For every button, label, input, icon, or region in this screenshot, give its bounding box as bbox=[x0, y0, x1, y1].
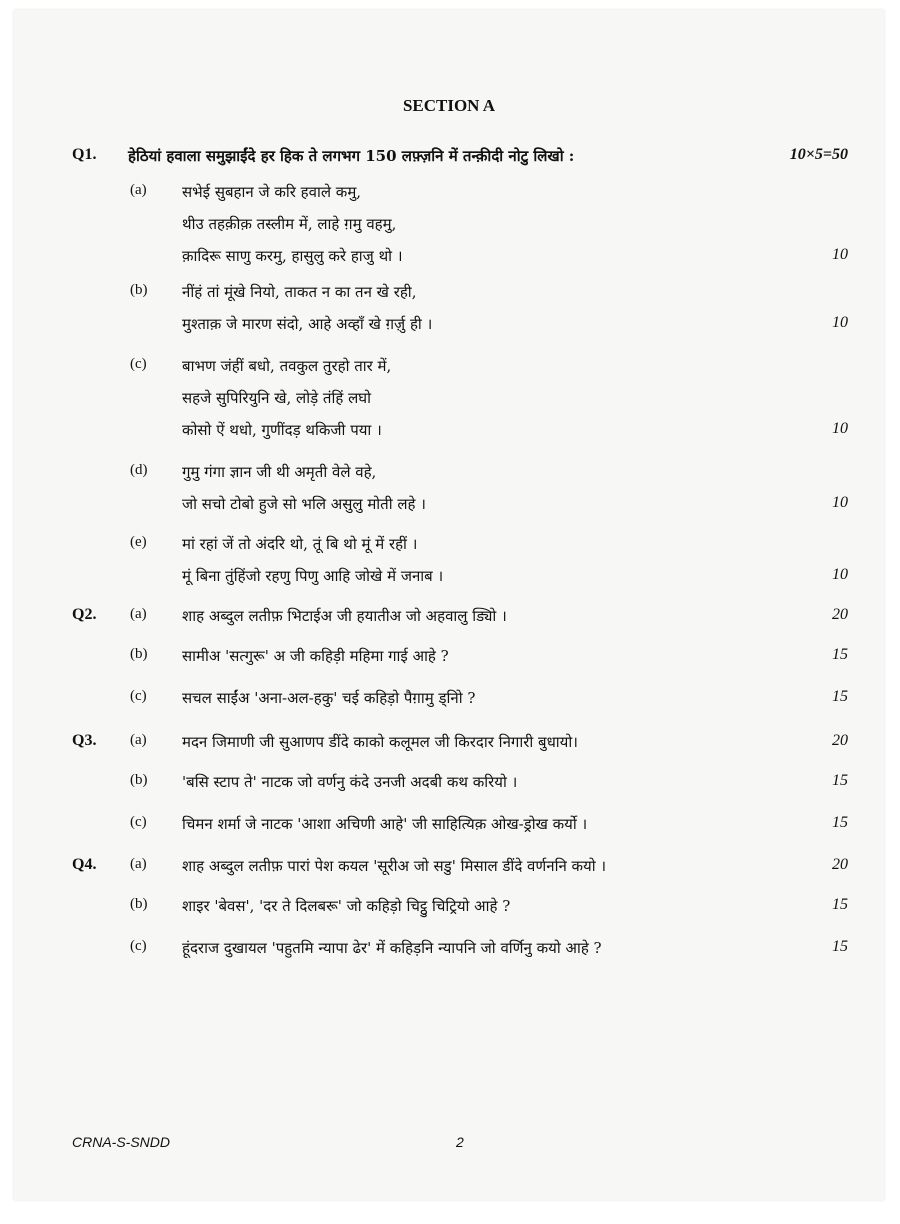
verse-line: मां रहां जें तो अंदरि थो, तूं बि थो मूं में रहीं । bbox=[182, 535, 418, 553]
part-label: (b) bbox=[130, 772, 148, 788]
part-label: (c) bbox=[130, 938, 147, 954]
part-label: (b) bbox=[130, 646, 148, 662]
verse-lines bbox=[182, 276, 432, 340]
question-line: चिमन शर्मा जे नाटक 'आशा अचिणी आहे' जी साहित्यिक़ ओख-ड्रोख कर्यो । bbox=[182, 815, 588, 833]
question-line: 'बसि स्टाप ते' नाटक जो वर्णनु कंदे उनजी अदबी कथ करियो । bbox=[182, 773, 518, 791]
paper-code: CRNA-S-SNDD bbox=[72, 1134, 170, 1150]
question-line: शाइर 'बेवस', 'दर ते दिलबरू' जो कहिड़ो चिट्ठु चिट्रियो आहे ? bbox=[182, 897, 511, 915]
question-number: Q2. bbox=[72, 606, 97, 623]
part-label: (a) bbox=[130, 182, 147, 198]
part-label: (c) bbox=[130, 688, 147, 704]
question-text bbox=[182, 932, 602, 964]
part-marks: 15 bbox=[832, 772, 848, 789]
verse-line: सभेई सुबहान जे करि हवाले कमु, bbox=[182, 183, 362, 201]
part-marks: 15 bbox=[832, 896, 848, 913]
question-text bbox=[182, 640, 449, 672]
part-label: (c) bbox=[130, 356, 147, 372]
question-line: मदन जिमाणी जी सुआणप डींदे काको कलूमल जी किरदार निगारी बुधायो। bbox=[182, 733, 578, 751]
verse-line: जो सचो टोबो हुजे सो भलि असुलु मोती लहे । bbox=[182, 495, 426, 513]
part-marks: 10 bbox=[832, 566, 848, 583]
question-number: Q1. bbox=[72, 146, 97, 163]
verse-line: क़ादिरू साणु करमु, हासुलु करे हाजु थो । bbox=[182, 247, 403, 265]
exam-page bbox=[14, 10, 884, 1200]
question-total-marks: 10×5=50 bbox=[789, 146, 848, 163]
verse-line: बाभण जंहीं बधो, तवकुल तुरहो तार में, bbox=[182, 357, 392, 375]
question-line: हूंदराज दुखायल 'पहुतमि न्यापा ढेर' में कहिड़नि न्यापनि जो वर्णिनु कयो आहे ? bbox=[182, 939, 602, 957]
part-label: (a) bbox=[130, 606, 147, 622]
part-marks: 15 bbox=[832, 688, 848, 705]
question-text bbox=[182, 890, 510, 922]
question-number: Q3. bbox=[72, 732, 97, 749]
verse-line: मूं बिना तुंहिंजो रहणु पिणु आहि जोखे में जनाब । bbox=[182, 567, 444, 585]
verse-line: कोसो ऐं थधो, गुणींदड़ थकिजी पया । bbox=[182, 421, 382, 439]
question-line: सचल साईंअ 'अना-अल-हकु' चई कहिड़ो पैग़ामु ड्निो ? bbox=[182, 689, 476, 707]
section-title: SECTION A bbox=[402, 96, 496, 115]
verse-lines bbox=[182, 176, 403, 272]
part-marks: 10 bbox=[832, 314, 848, 331]
question-text bbox=[182, 766, 517, 798]
part-label: (d) bbox=[130, 462, 148, 478]
verse-line: गुमु गंगा ज्ञान जी थी अमृती वेले वहे, bbox=[182, 463, 377, 481]
question-instruction: हेठियां हवाला समुझाईंदे हर हिक ते लगभग 150 लफ़्ज़नि में तन्क़ीदी नोटु लिखो : bbox=[128, 147, 575, 165]
part-label: (e) bbox=[130, 534, 147, 550]
part-label: (b) bbox=[130, 282, 148, 298]
question-text bbox=[182, 808, 587, 840]
part-marks: 20 bbox=[832, 856, 848, 873]
part-marks: 10 bbox=[832, 494, 848, 511]
verse-line: मुश्ताक़ जे मारण संदो, आहे अव्हाँ खे ग़र्ज़ु ही । bbox=[182, 315, 433, 333]
question-line: शाह अब्दुल लतीफ़ भिटाईअ जी हयातीअ जो अहवालु ड्यिो । bbox=[182, 607, 507, 625]
part-marks: 10 bbox=[832, 420, 848, 437]
question-line: शाह अब्दुल लतीफ़ पारां पेश कयल 'सूरीअ जो सडु' मिसाल डींदे वर्णननि कयो । bbox=[182, 857, 607, 875]
part-label: (a) bbox=[130, 732, 147, 748]
part-marks: 15 bbox=[832, 814, 848, 831]
verse-lines bbox=[182, 456, 426, 520]
question-text bbox=[182, 682, 475, 714]
part-marks: 20 bbox=[832, 732, 848, 749]
question-text bbox=[182, 850, 606, 882]
part-label: (b) bbox=[130, 896, 148, 912]
question-line: सामीअ 'सत्गुरू' अ जी कहिड़ी महिमा गाई आहे ? bbox=[182, 647, 449, 665]
question-text bbox=[182, 600, 507, 632]
part-marks: 15 bbox=[832, 938, 848, 955]
question-number: Q4. bbox=[72, 856, 97, 873]
part-marks: 20 bbox=[832, 606, 848, 623]
verse-line: नींहं तां मूंखे नियो, ताकत न का तन खे रही, bbox=[182, 283, 417, 301]
part-marks: 15 bbox=[832, 646, 848, 663]
verse-line: सहजे सुपिरियुनि खे, लोड़े तंहिं लघो bbox=[182, 389, 371, 407]
verse-lines bbox=[182, 528, 443, 592]
part-label: (c) bbox=[130, 814, 147, 830]
verse-lines bbox=[182, 350, 391, 446]
page-number: 2 bbox=[456, 1134, 464, 1150]
verse-line: थीउ तहक़ीक़ तस्लीम में, लाहे ग़मु वहमु, bbox=[182, 215, 397, 233]
part-marks: 10 bbox=[832, 246, 848, 263]
question-text bbox=[182, 726, 578, 758]
part-label: (a) bbox=[130, 856, 147, 872]
